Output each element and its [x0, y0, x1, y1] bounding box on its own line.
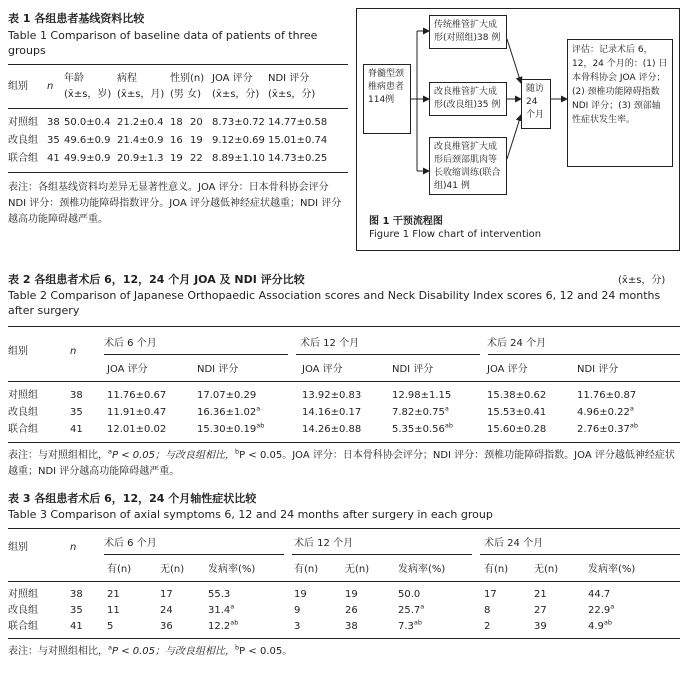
table1-header-ndi-unit: (x̄±s，分) — [268, 89, 316, 100]
table1-bottom-rule — [8, 172, 348, 173]
table3-cell-yes24: 8 — [484, 605, 491, 616]
table2-header-joa6: JOA 评分 — [107, 364, 148, 375]
table2-header-m6: 术后 6 个月 — [104, 338, 157, 349]
table1-mid-rule — [8, 108, 348, 109]
table1-header-course-unit: (x̄±s，月) — [117, 89, 165, 100]
table2-header-joa12: JOA 评分 — [302, 364, 343, 375]
table2-cell-ndi12: 12.98±1.15 — [392, 390, 452, 401]
table2-header-m24: 术后 24 个月 — [487, 338, 547, 349]
table2-span-rule-24 — [488, 354, 680, 355]
table3-cell-group: 对照组 — [8, 589, 38, 600]
table3-cell-yes24: 2 — [484, 621, 491, 632]
table1-cell-ndi: 15.01±0.74 — [268, 135, 328, 146]
table1-header-joa: JOA 评分 — [212, 73, 253, 84]
flow-combined-box: 改良椎管扩大成形后颈部肌肉等长收缩训练(联合组)41 例 — [429, 137, 507, 195]
table1-cell-age: 50.0±0.4 — [64, 117, 111, 128]
table3-note: 表注：与对照组相比，$^a$P < 0.05；与改良组相比，$^b$P < 0.05。 — [8, 643, 293, 657]
table3-header-no6: 无(n) — [160, 564, 185, 575]
table3-header-n: n — [70, 542, 77, 553]
table2-unit: (x̄±s，分) — [618, 275, 666, 286]
table1-header-group: 组别 — [8, 81, 28, 92]
table1-cell-male: 19 — [170, 153, 183, 164]
table2-header-ndi6: NDI 评分 — [197, 364, 239, 375]
table3-cell-yes12: 9 — [294, 605, 301, 616]
table2-title-en: Table 2 Comparison of Japanese Orthopaedic Association scores and Neck Disability Index scores 6, 12 and 24 months after surgery — [8, 289, 661, 317]
table1-header-sex-sub: (男 女) — [170, 89, 201, 100]
table1-cell-male: 18 — [170, 117, 183, 128]
table3-cell-rate12: 25.7$^a$ — [398, 602, 425, 616]
table2-cell-ndi6: 15.30±0.19$^{ab}$ — [197, 421, 265, 435]
table3-cell-group: 改良组 — [8, 605, 38, 616]
table3-cell-yes6: 11 — [107, 605, 120, 616]
table1-header-age-unit: (x̄±s，岁) — [64, 89, 112, 100]
table2-cell-ndi6: 16.36±1.02$^a$ — [197, 404, 261, 418]
table3-cell-rate24: 44.7 — [588, 589, 611, 600]
table1-cell-male: 16 — [170, 135, 183, 146]
table1-cell-group: 改良组 — [8, 135, 38, 146]
table3-cell-no12: 26 — [345, 605, 358, 616]
table3-cell-n: 41 — [70, 621, 83, 632]
table1-header-course: 病程 — [117, 73, 137, 84]
table3-header-m12: 术后 12 个月 — [294, 538, 354, 549]
table3-cell-n: 38 — [70, 589, 83, 600]
table3-cell-yes12: 3 — [294, 621, 301, 632]
table1-cell-joa: 8.73±0.72 — [212, 117, 265, 128]
table2-mid-rule — [8, 381, 680, 382]
table1-header-n: n — [47, 81, 54, 92]
table3-cell-rate12: 7.3$^{ab}$ — [398, 618, 423, 632]
table2-note: 表注：与对照组相比，$^a$P < 0.05；与改良组相比，$^b$P < 0.05。JOA 评分：日本骨科协会评分；NDI 评分：颈椎功能障碍指数。JOA 评分越低神经症状越重；NDI 评分越高功能障碍越严重。 — [8, 447, 675, 477]
table3-span-rule-24 — [480, 554, 680, 555]
table3-cell-no6: 24 — [160, 605, 173, 616]
table2-cell-joa6: 12.01±0.02 — [107, 424, 167, 435]
table1-cell-female: 20 — [190, 117, 203, 128]
table3-header-group: 组别 — [8, 542, 28, 553]
table3-header-rate12: 发病率(%) — [398, 564, 446, 575]
table1-title-cn: 表 1 各组患者基线资料比较 — [8, 12, 145, 25]
table2-cell-ndi12: 7.82±0.75$^a$ — [392, 404, 449, 418]
table2-header-n: n — [70, 346, 77, 357]
figure1-frame — [356, 8, 680, 251]
table2-cell-ndi24: 4.96±0.22$^a$ — [577, 404, 634, 418]
table2-cell-group: 改良组 — [8, 407, 38, 418]
table2-cell-joa24: 15.53±0.41 — [487, 407, 547, 418]
table2-cell-joa12: 13.92±0.83 — [302, 390, 362, 401]
table3-cell-rate24: 22.9$^a$ — [588, 602, 615, 616]
table2-header-ndi12: NDI 评分 — [392, 364, 434, 375]
table2-cell-group: 对照组 — [8, 390, 38, 401]
table3-header-m6: 术后 6 个月 — [104, 538, 157, 549]
table1-cell-course: 21.2±0.4 — [117, 117, 164, 128]
figure1-caption-en: Figure 1 Flow chart of intervention — [369, 229, 542, 240]
table1-header-age: 年龄 — [64, 73, 84, 84]
figure1-caption-cn: 图 1 干预流程图 — [369, 216, 443, 227]
table3-cell-no24: 27 — [534, 605, 547, 616]
table2-cell-joa24: 15.60±0.28 — [487, 424, 547, 435]
table2-span-rule-12 — [296, 354, 480, 355]
table1-cell-n: 41 — [47, 153, 60, 164]
table1-cell-n: 38 — [47, 117, 60, 128]
table3-top-rule — [8, 528, 680, 529]
table2-cell-joa6: 11.76±0.67 — [107, 390, 167, 401]
table1-cell-ndi: 14.77±0.58 — [268, 117, 328, 128]
table1-cell-group: 联合组 — [8, 153, 38, 164]
table2-cell-joa24: 15.38±0.62 — [487, 390, 547, 401]
table3-cell-no24: 39 — [534, 621, 547, 632]
table3-cell-no6: 17 — [160, 589, 173, 600]
table3-mid-rule — [8, 581, 680, 582]
table2-cell-n: 35 — [70, 407, 83, 418]
table3-cell-rate12: 50.0 — [398, 589, 421, 600]
table3-cell-rate6: 12.2$^{ab}$ — [208, 618, 239, 632]
flow-control-box: 传统椎管扩大成形(对照组)38 例 — [429, 15, 507, 49]
table3-cell-n: 35 — [70, 605, 83, 616]
table3-cell-rate6: 31.4$^a$ — [208, 602, 235, 616]
table2-span-rule-6 — [104, 354, 288, 355]
table2-cell-joa12: 14.16±0.17 — [302, 407, 362, 418]
table3-title-cn: 表 3 各组患者术后 6，12，24 个月轴性症状比较 — [8, 492, 257, 505]
table3-title-en: Table 3 Comparison of axial symptoms 6, 12 and 24 months after surgery in each group — [8, 508, 493, 521]
table1-header-ndi: NDI 评分 — [268, 73, 310, 84]
table1-cell-age: 49.9±0.9 — [64, 153, 111, 164]
table3-cell-yes6: 21 — [107, 589, 120, 600]
table3-cell-yes24: 17 — [484, 589, 497, 600]
table1-cell-n: 35 — [47, 135, 60, 146]
table3-bottom-rule — [8, 638, 680, 639]
table1-note: 表注：各组基线资料均差异无显著性意义。JOA 评分：日本骨科协会评分 NDI 评分：颈椎功能障碍指数评分。JOA 评分越低神经症状越重；NDI 评分越高功能障碍越严重。 — [8, 182, 342, 225]
table2-cell-ndi6: 17.07±0.29 — [197, 390, 257, 401]
table3-cell-no12: 38 — [345, 621, 358, 632]
table1-cell-joa: 8.89±1.10 — [212, 153, 265, 164]
table2-bottom-rule — [8, 442, 680, 443]
table2-header-ndi24: NDI 评分 — [577, 364, 619, 375]
table3-cell-rate24: 4.9$^{ab}$ — [588, 618, 613, 632]
table3-header-no12: 无(n) — [345, 564, 370, 575]
table2-title-cn: 表 2 各组患者术后 6，12，24 个月 JOA 及 NDI 评分比较 — [8, 273, 305, 286]
table1-title-en: Table 1 Comparison of baseline data of patients of three groups — [8, 29, 318, 57]
table3-cell-yes12: 19 — [294, 589, 307, 600]
flow-outcome-box: 评估：记录术后 6，12，24 个月的：(1) 日本骨科协会 JOA 评分；(2) 颈椎功能障碍指数 NDI 评分；(3) 颈部轴性症状发生率。 — [567, 39, 673, 167]
table2-cell-group: 联合组 — [8, 424, 38, 435]
table1-top-rule — [8, 64, 348, 65]
table3-cell-yes6: 5 — [107, 621, 114, 632]
table2-cell-ndi12: 5.35±0.56$^{ab}$ — [392, 421, 454, 435]
table2-cell-ndi24: 11.76±0.87 — [577, 390, 637, 401]
table2-cell-ndi24: 2.76±0.37$^{ab}$ — [577, 421, 639, 435]
flow-followup-box: 随访24 个月 — [521, 79, 551, 129]
table2-cell-n: 38 — [70, 390, 83, 401]
table3-cell-group: 联合组 — [8, 621, 38, 632]
table1-cell-course: 20.9±1.3 — [117, 153, 164, 164]
table3-span-rule-6 — [104, 554, 284, 555]
table2-cell-n: 41 — [70, 424, 83, 435]
table3-span-rule-12 — [292, 554, 472, 555]
table3-header-yes6: 有(n) — [107, 564, 132, 575]
table1-cell-joa: 9.12±0.69 — [212, 135, 265, 146]
table3-header-m24: 术后 24 个月 — [484, 538, 544, 549]
table3-header-rate6: 发病率(%) — [208, 564, 256, 575]
table2-header-group: 组别 — [8, 346, 28, 357]
table1-header-joa-unit: (x̄±s，分) — [212, 89, 260, 100]
flow-start-box: 脊髓型颈椎病患者114例 — [363, 64, 411, 134]
table3-cell-no24: 21 — [534, 589, 547, 600]
table2-header-m12: 术后 12 个月 — [300, 338, 360, 349]
table1-cell-course: 21.4±0.9 — [117, 135, 164, 146]
table1-cell-group: 对照组 — [8, 117, 38, 128]
table3-cell-no6: 36 — [160, 621, 173, 632]
table1-cell-age: 49.6±0.9 — [64, 135, 111, 146]
table1-cell-ndi: 14.73±0.25 — [268, 153, 328, 164]
table3-header-yes24: 有(n) — [484, 564, 509, 575]
table2-cell-joa12: 14.26±0.88 — [302, 424, 362, 435]
table1-cell-female: 19 — [190, 135, 203, 146]
table1-header-sex: 性别(n) — [170, 73, 205, 84]
table3-header-no24: 无(n) — [534, 564, 559, 575]
table2-header-joa24: JOA 评分 — [487, 364, 528, 375]
table3-header-yes12: 有(n) — [294, 564, 319, 575]
table3-header-rate24: 发病率(%) — [588, 564, 636, 575]
table3-cell-no12: 19 — [345, 589, 358, 600]
table2-top-rule — [8, 326, 680, 327]
table1-cell-female: 22 — [190, 153, 203, 164]
table3-cell-rate6: 55.3 — [208, 589, 231, 600]
flow-modified-box: 改良椎管扩大成形(改良组)35 例 — [429, 82, 507, 116]
table2-cell-joa6: 11.91±0.47 — [107, 407, 167, 418]
